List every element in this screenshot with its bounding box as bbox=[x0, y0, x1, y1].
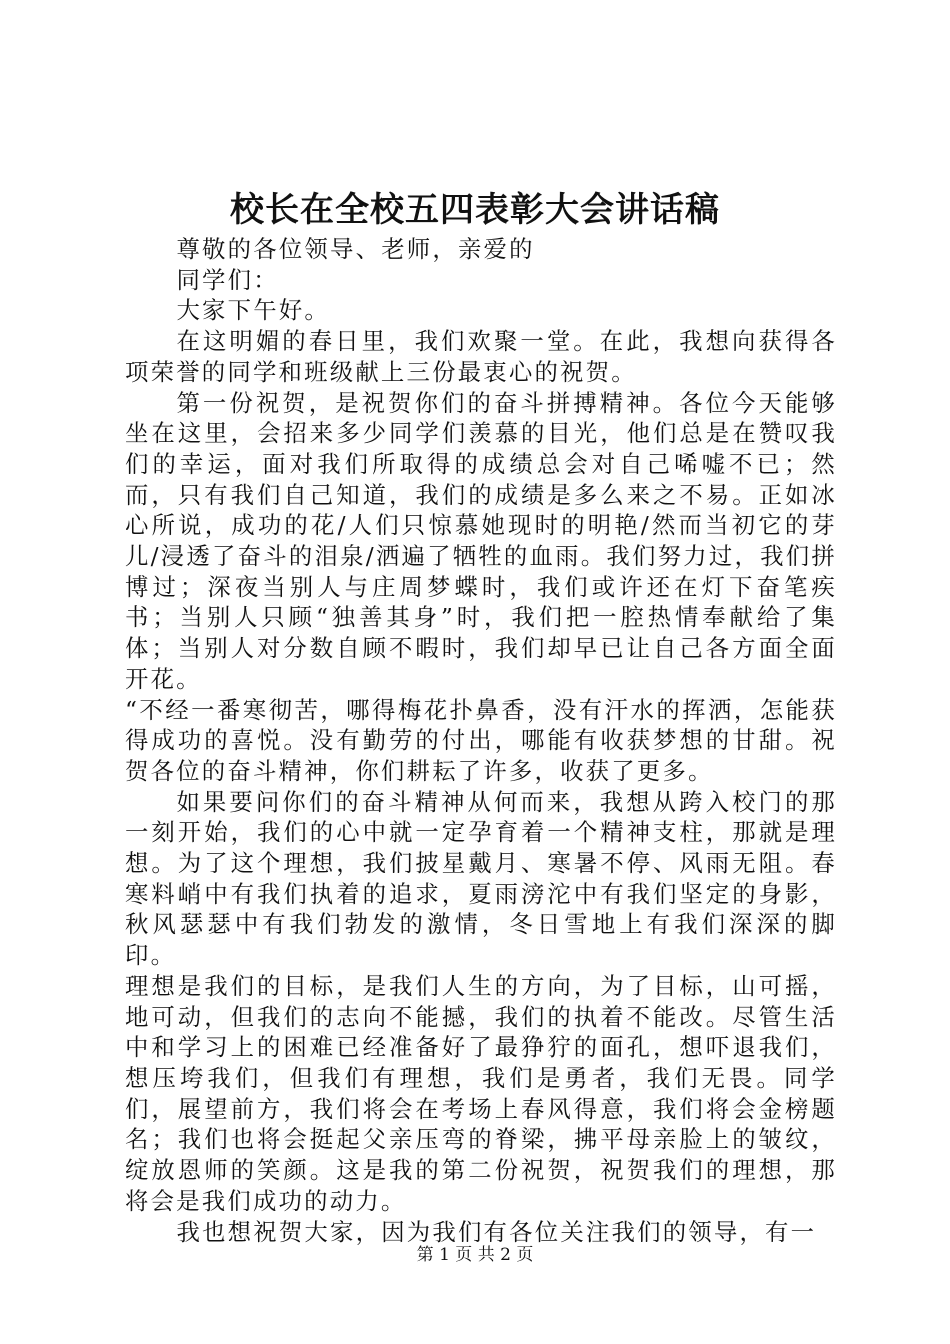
paragraph-intro: 在这明媚的春日里，我们欢聚一堂。在此，我想向获得各项荣誉的同学和班级献上三份最衷心的祝贺。 bbox=[125, 327, 837, 386]
paragraph-second-congratulation: 如果要问你们的奋斗精神从何而来，我想从跨入校门的那一刻开始，我们的心中就一定孕育着一个精神支柱，那就是理想。为了这个理想，我们披星戴月、寒暑不停、风雨无阻。春寒料峭中有我们执着的追求，夏雨滂沱中有我们坚定的身影，秋风瑟瑟中有我们勃发的激情，冬日雪地上有我们深深的脚印。 理想是我们的目标，是我们人生的方向，为了目标，山可摇，地可动，但我们的志向不能撼，我们的执着不能改。尽管生活中和学习上的困难已经准备好了最狰狞的面孔，想吓退我们，想压垮我们，但我们有理想，我们是勇者，我们无畏。同学们，展望前方，我们将会在考场上春风得意，我们将会金榜题名；我们也将会挺起父亲压弯的脊梁，拂平母亲脸上的皱纹，绽放恩师的笑颜。这是我的第二份祝贺，祝贺我们的理想，那将会是我们成功的动力。 bbox=[125, 787, 837, 1215]
greeting-line: 大家下午好。 bbox=[176, 296, 331, 325]
salutation-line-1: 尊敬的各位领导、老师，亲爱的 bbox=[176, 235, 535, 263]
salutation-line-2: 同学们： bbox=[176, 265, 279, 294]
paragraph-third-congratulation: 我也想祝贺大家，因为我们有各位关注我们的领导，有一 bbox=[176, 1217, 817, 1246]
document-body bbox=[125, 234, 837, 1247]
page-number-footer: 第 1 页 共 2 页 bbox=[416, 1245, 534, 1265]
document-title: 校长在全校五四表彰大会讲话稿 bbox=[230, 190, 720, 230]
paragraph-first-congratulation: 第一份祝贺，是祝贺你们的奋斗拼搏精神。各位今天能够坐在这里，会招来多少同学们羡慕的目光，他们总是在赞叹我们的幸运，面对我们所取得的成绩总会对自己唏嘘不已；然而，只有我们自己知道，我们的成绩是多么来之不易。正如冰心所说，成功的花/人们只惊慕她现时的明艳/然而当初它的芽儿/浸透了奋斗的泪泉/洒遍了牺牲的血雨。我们努力过，我们拼博过；深夜当别人与庄周梦蝶时，我们或许还在灯下奋笔疾书；当别人只顾“独善其身”时，我们把一腔热情奉献给了集体；当别人对分数自顾不暇时，我们却早已让自己各方面全面开花。 “不经一番寒彻苦，哪得梅花扑鼻香，没有汗水的挥洒，怎能获得成功的喜悦。没有勤劳的付出，哪能有收获梦想的甘甜。祝贺各位的奋斗精神，你们耕耘了许多，收获了更多。 bbox=[125, 388, 837, 785]
